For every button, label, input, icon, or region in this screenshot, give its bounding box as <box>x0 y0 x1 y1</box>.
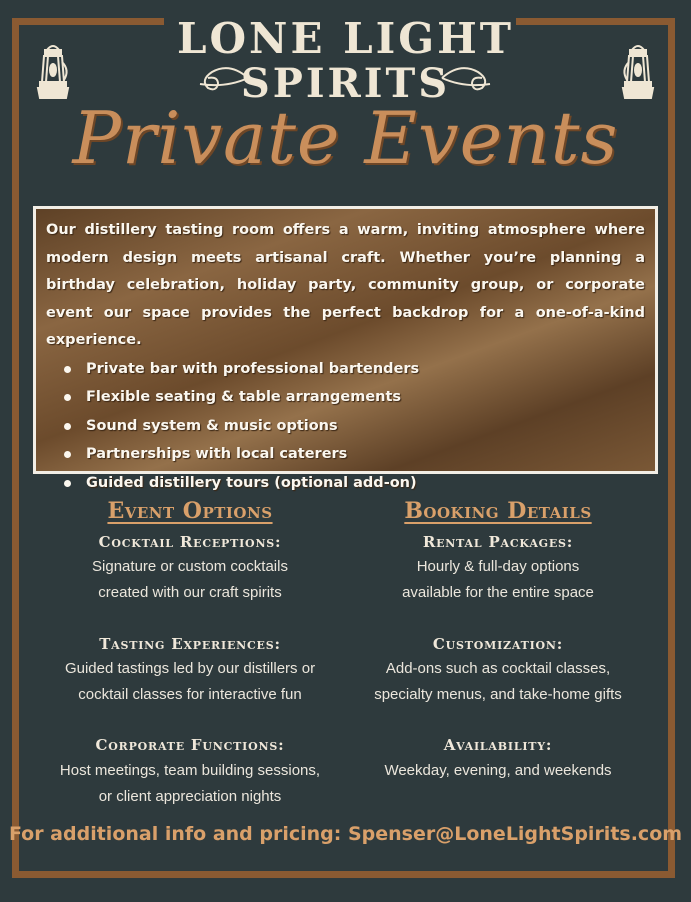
feature-list <box>46 355 645 498</box>
cocktail-receptions-desc: Signature or custom cocktails created with our craft spirits <box>92 558 288 601</box>
cocktail-receptions-title: Cocktail Receptions: <box>98 533 282 551</box>
tasting-experiences-title: Tasting Experiences: <box>99 635 281 653</box>
brand-name-line2: SPIRITS <box>240 60 451 107</box>
brand-name-line1: LONE LIGHT <box>176 14 515 63</box>
list-item: Private bar with professional bartenders <box>64 355 645 384</box>
rental-packages-title: Rental Packages: <box>422 533 574 551</box>
availability-desc: Weekday, evening, and weekends <box>384 762 612 779</box>
intro-box <box>33 206 658 491</box>
bullet-icon <box>64 451 71 458</box>
bullet-icon <box>64 394 71 401</box>
rental-packages-desc: Hourly & full-day options available for the entire space <box>402 558 594 601</box>
intro-paragraph: Our distillery tasting room offers a warm, inviting atmosphere where modern design meets artisanal craft. Whether you’re planning a birthday celebration, holiday party, community group, or corporate event our space provides the perfect backdrop for a one-of-a-kind experience. <box>46 222 645 348</box>
tasting-experiences-desc: Guided tastings led by our distillers or cocktail classes for interactive fun <box>64 660 316 703</box>
bullet-icon <box>64 423 71 430</box>
list-item: Partnerships with local caterers <box>64 440 645 469</box>
list-item: Guided distillery tours (optional add-on) <box>64 469 645 498</box>
list-item: Sound system & music options <box>64 412 645 441</box>
corporate-functions-title: Corporate Functions: <box>95 736 285 754</box>
list-item: Flexible seating & table arrangements <box>64 383 645 412</box>
corporate-functions-desc: Host meetings, team building sessions, or client appreciation nights <box>59 762 321 805</box>
page-title: Private Events <box>72 96 619 180</box>
customization-desc: Add-ons such as cocktail classes, specialty menus, and take-home gifts <box>374 660 622 703</box>
customization-title: Customization: <box>432 635 564 653</box>
event-options-heading: Event Options <box>107 498 273 524</box>
availability-title: Availability: <box>443 736 553 754</box>
booking-details-heading: Booking Details <box>404 498 592 524</box>
bullet-icon <box>64 480 71 487</box>
bullet-icon <box>64 366 71 373</box>
contact-line: For additional info and pricing: Spenser@LoneLightSpirits.com <box>8 823 683 845</box>
